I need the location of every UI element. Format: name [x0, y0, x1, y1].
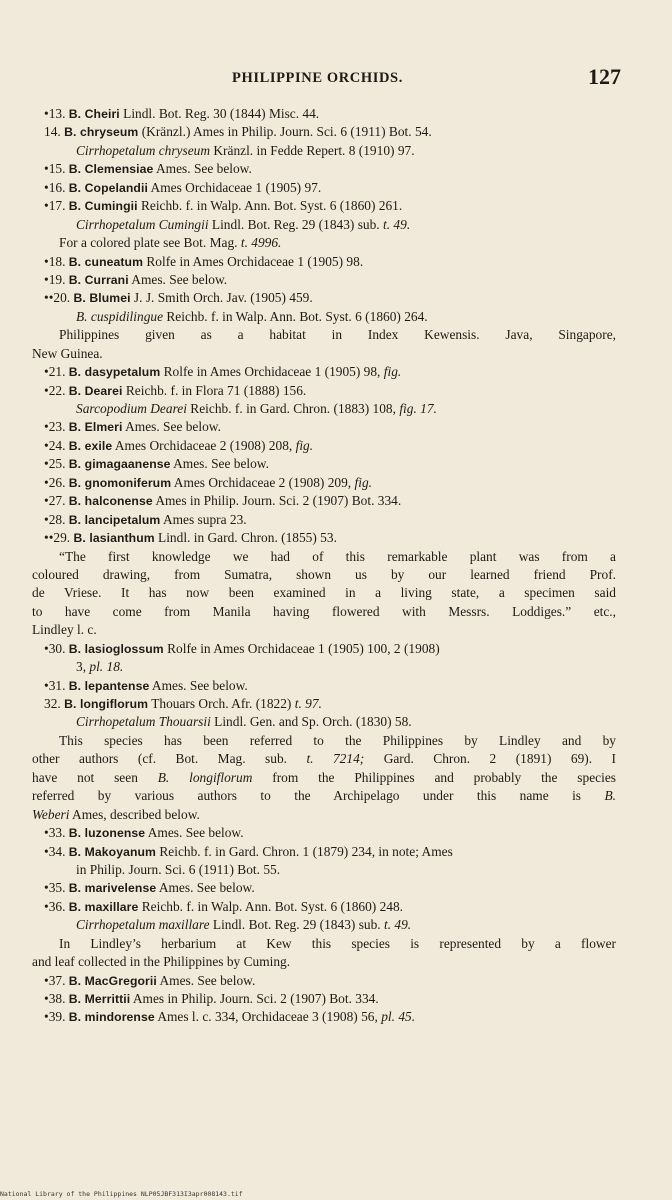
running-header: [0, 64, 672, 104]
text-line: [32, 584, 616, 602]
page-body: [32, 105, 616, 1027]
line-text: •38.: [44, 991, 69, 1006]
text-line: [32, 658, 616, 676]
text-line: [32, 548, 616, 566]
line-text: Ames Orchidaceae 2 (1908) 208,: [112, 437, 296, 453]
text-line: [32, 179, 616, 197]
line-text: •19.: [44, 271, 69, 287]
line-text: J. J. Smith Orch. Jav. (1905) 459.: [130, 290, 313, 306]
text-line: [32, 142, 616, 160]
line-text: Kränzl. in Fedde Repert. 8 (1910) 97.: [210, 142, 415, 158]
line-text: •23.: [44, 419, 69, 435]
line-text: •18.: [44, 253, 69, 269]
species-name: B. lasioglossum: [68, 641, 164, 656]
line-text: referred by various authors to the Archipelago under this name is: [32, 788, 605, 804]
line-text: Ames in Philip. Journ. Sci. 2 (1907) Bot. 334.: [152, 493, 402, 509]
line-text: Lindl. Bot. Reg. 29 (1843) sub.: [208, 216, 384, 232]
line-text: Lindley l. c.: [32, 622, 97, 638]
line-text: •37.: [44, 972, 69, 988]
line-text: •36.: [44, 898, 69, 914]
line-text: Philippines given as a habitat in Index Kewensis. Java, Singapore,: [59, 327, 616, 343]
line-text: •35.: [44, 880, 69, 896]
text-line: [32, 529, 616, 547]
species-name: B. Currani: [68, 272, 129, 287]
line-text: Ames. See below.: [153, 161, 252, 177]
line-text: Ames. See below.: [122, 419, 221, 435]
species-name: B. exile: [68, 438, 113, 453]
species-name: B. maxillare: [68, 899, 139, 914]
species-name: B. Makoyanum: [68, 844, 156, 859]
line-text: This species has been referred to the Philippines by Lindley and by: [59, 732, 616, 748]
line-text: Reichb. f. in Flora 71 (1888) 156.: [122, 382, 307, 398]
italic-text: B.: [604, 788, 616, 804]
line-text: Rolfe in Ames Orchidaceae 1 (1905) 98,: [160, 364, 384, 380]
line-text: •33.: [44, 825, 69, 841]
species-name: B. Blumei: [73, 291, 131, 306]
text-line: [32, 843, 616, 861]
italic-text: t. 7214;: [306, 751, 365, 767]
text-line: [32, 326, 616, 344]
italic-text: t. 49.: [384, 917, 412, 933]
line-text: Rolfe in Ames Orchidaceae 1 (1905) 100, 2 (1908): [163, 640, 440, 656]
line-text: ••20.: [44, 290, 74, 306]
line-text: •39.: [44, 1009, 69, 1025]
running-title: PHILIPPINE ORCHIDS.: [232, 70, 403, 86]
text-line: [32, 898, 616, 916]
italic-text: B. cuspidilingue: [76, 308, 164, 324]
line-text: Lindl. Bot. Reg. 30 (1844) Misc. 44.: [119, 106, 320, 121]
line-text: •25.: [44, 456, 69, 472]
line-text: and leaf collected in the Philippines by Cuming.: [32, 954, 291, 970]
line-text: in Philip. Journ. Sci. 6 (1911) Bot. 55.: [76, 861, 281, 877]
text-line: [32, 437, 616, 455]
text-line: [32, 769, 616, 787]
text-line: [32, 363, 616, 381]
text-line: [32, 916, 616, 934]
line-text: Ames. See below.: [128, 271, 228, 287]
line-text: Ames. See below.: [156, 972, 256, 988]
italic-text: fig.: [354, 474, 372, 490]
text-line: [32, 1008, 616, 1026]
line-text: •30.: [44, 640, 69, 656]
text-line: [32, 677, 616, 695]
line-text: •27.: [44, 493, 69, 509]
text-line: [32, 603, 616, 621]
italic-text: fig.: [383, 364, 402, 380]
line-text: de Vriese. It has now been examined in a living state, a specimen said: [32, 585, 616, 601]
text-line: [32, 824, 616, 842]
page-number: 127: [588, 64, 621, 89]
text-line: [32, 216, 616, 234]
line-text: Ames Orchidaceae 1 (1905) 97.: [147, 179, 322, 195]
text-line: [32, 806, 616, 824]
species-name: B. dasypetalum: [68, 365, 161, 380]
line-text: Reichb. f. in Gard. Chron. 1 (1879) 234, in note; Ames: [156, 843, 453, 859]
text-line: [32, 935, 616, 953]
line-text: •13.: [44, 106, 69, 121]
line-text: Ames in Philip. Journ. Sci. 2 (1907) Bot. 334.: [130, 991, 379, 1006]
italic-text: t. 49.: [383, 216, 411, 232]
line-text: Reichb. f. in Walp. Ann. Bot. Syst. 6 (1860) 248.: [138, 898, 404, 914]
italic-text: Sarcopodium Dearei: [76, 401, 187, 416]
line-text: Ames. See below.: [149, 677, 248, 693]
species-name: B. Clemensiae: [68, 162, 154, 177]
species-name: B. longiflorum: [64, 697, 149, 711]
text-line: [32, 271, 616, 289]
italic-text: Cirrhopetalum Cumingii: [76, 216, 209, 232]
text-line: [32, 234, 616, 252]
text-line: [32, 640, 616, 658]
italic-text: t. 4996.: [240, 235, 282, 251]
line-text: New Guinea.: [32, 345, 103, 361]
text-line: [32, 861, 616, 879]
italic-text: Weberi: [32, 806, 70, 822]
line-text: Gard. Chron. 2 (1891) 69). I: [364, 751, 616, 767]
text-line: [32, 492, 616, 510]
line-text: ••29.: [44, 530, 74, 546]
line-text: 32.: [44, 696, 65, 711]
text-line: [32, 123, 616, 141]
species-name: B. cuneatum: [68, 254, 144, 269]
line-text: Lindl. Gen. and Sp. Orch. (1830) 58.: [210, 714, 412, 730]
text-line: [32, 289, 616, 307]
line-text: other authors (cf. Bot. Mag. sub.: [32, 751, 307, 767]
text-line: [32, 695, 616, 713]
italic-text: Cirrhopetalum maxillare: [76, 917, 210, 933]
line-text: Rolfe in Ames Orchidaceae 1 (1905) 98.: [143, 253, 364, 269]
species-name: B. chryseum: [64, 125, 139, 140]
text-line: [32, 105, 616, 123]
line-text: •26.: [44, 474, 69, 490]
text-line: [32, 566, 616, 584]
line-text: •21.: [44, 364, 69, 380]
line-text: •34.: [44, 843, 69, 859]
line-text: Ames l. c. 334, Orchidaceae 3 (1908) 56,: [154, 1009, 382, 1025]
italic-text: fig. 17.: [399, 401, 437, 416]
line-text: (Kränzl.) Ames in Philip. Journ. Sci. 6 (1911) Bot. 54.: [138, 124, 432, 140]
italic-text: t. 97.: [294, 696, 322, 711]
text-line: [32, 511, 616, 529]
species-name: B. Cumingii: [68, 199, 138, 214]
species-name: B. lancipetalum: [68, 512, 161, 527]
italic-text: B. longiflorum: [157, 769, 253, 785]
line-text: Ames. See below.: [145, 825, 244, 841]
line-text: Reichb. f. in Walp. Ann. Bot. Syst. 6 (1860) 264.: [163, 308, 428, 324]
text-line: [32, 455, 616, 473]
species-name: B. gnomoniferum: [68, 475, 172, 490]
species-name: B. halconense: [68, 494, 153, 509]
text-line: [32, 732, 616, 750]
text-line: [32, 418, 616, 436]
text-line: [32, 345, 616, 363]
text-line: [32, 990, 616, 1008]
line-text: “The first knowledge we had of this remarkable plant was from a: [59, 548, 616, 564]
text-line: [32, 474, 616, 492]
line-text: have not seen: [32, 769, 158, 785]
line-text: •22.: [44, 382, 69, 398]
line-text: 14.: [44, 124, 65, 140]
line-text: Lindl. in Gard. Chron. (1855) 53.: [154, 530, 337, 546]
line-text: Ames supra 23.: [160, 511, 247, 527]
species-name: B. Cheiri: [68, 107, 120, 121]
line-text: Reichb. f. in Gard. Chron. (1883) 108,: [186, 401, 400, 416]
text-line: [32, 750, 616, 768]
text-line: [32, 253, 616, 271]
line-text: coloured drawing, from Sumatra, shown us by our learned friend Prof.: [32, 566, 616, 582]
italic-text: pl. 45.: [381, 1009, 416, 1025]
species-name: B. lasianthum: [73, 531, 155, 546]
text-line: [32, 197, 616, 215]
text-line: [32, 879, 616, 897]
line-text: 3,: [76, 659, 90, 675]
species-name: B. marivelense: [68, 881, 157, 896]
text-line: [32, 972, 616, 990]
line-text: •28.: [44, 511, 69, 527]
line-text: For a colored plate see Bot. Mag.: [59, 235, 241, 251]
line-text: •24.: [44, 437, 69, 453]
species-name: B. MacGregorii: [68, 973, 157, 988]
text-line: [32, 713, 616, 731]
text-line: [32, 382, 616, 400]
line-text: Ames Orchidaceae 2 (1908) 209,: [171, 474, 355, 490]
species-name: B. Dearei: [68, 383, 123, 398]
italic-text: pl. 18.: [89, 659, 124, 675]
line-text: •17.: [44, 198, 69, 214]
line-text: from the Philippines and probably the species: [252, 769, 616, 785]
text-line: [32, 400, 616, 418]
text-line: [32, 787, 616, 805]
species-name: B. Merrittii: [68, 992, 131, 1006]
line-text: Ames, described below.: [69, 806, 200, 822]
line-text: •31.: [44, 677, 69, 693]
text-line: [32, 953, 616, 971]
species-name: B. Elmeri: [68, 420, 123, 435]
line-text: Reichb. f. in Walp. Ann. Bot. Syst. 6 (1860) 261.: [137, 198, 403, 214]
line-text: •16.: [44, 179, 69, 195]
line-text: Ames. See below.: [156, 880, 255, 896]
line-text: In Lindley’s herbarium at Kew this species is represented by a flower: [59, 935, 616, 951]
species-name: B. mindorense: [68, 1010, 155, 1025]
text-line: [32, 621, 616, 639]
species-name: B. lepantense: [68, 678, 150, 693]
line-text: Lindl. Bot. Reg. 29 (1843) sub.: [209, 917, 384, 933]
italic-text: Cirrhopetalum chryseum: [76, 142, 211, 158]
line-text: Thouars Orch. Afr. (1822): [148, 696, 295, 711]
line-text: •15.: [44, 161, 69, 177]
line-text: to have come from Manila having flowered with Messrs. Loddiges.” etc.,: [32, 603, 616, 619]
text-line: [32, 308, 616, 326]
species-name: B. luzonense: [68, 826, 146, 841]
line-text: Ames. See below.: [170, 456, 269, 472]
text-line: [32, 160, 616, 178]
italic-text: Cirrhopetalum Thouarsii: [76, 714, 211, 730]
italic-text: fig.: [295, 437, 314, 453]
species-name: B. gimagaanense: [68, 457, 171, 472]
species-name: B. Copelandii: [68, 180, 148, 195]
scan-footer: National Library of the Philippines NLP05JBF313I3apr008143.tif: [0, 1190, 243, 1198]
